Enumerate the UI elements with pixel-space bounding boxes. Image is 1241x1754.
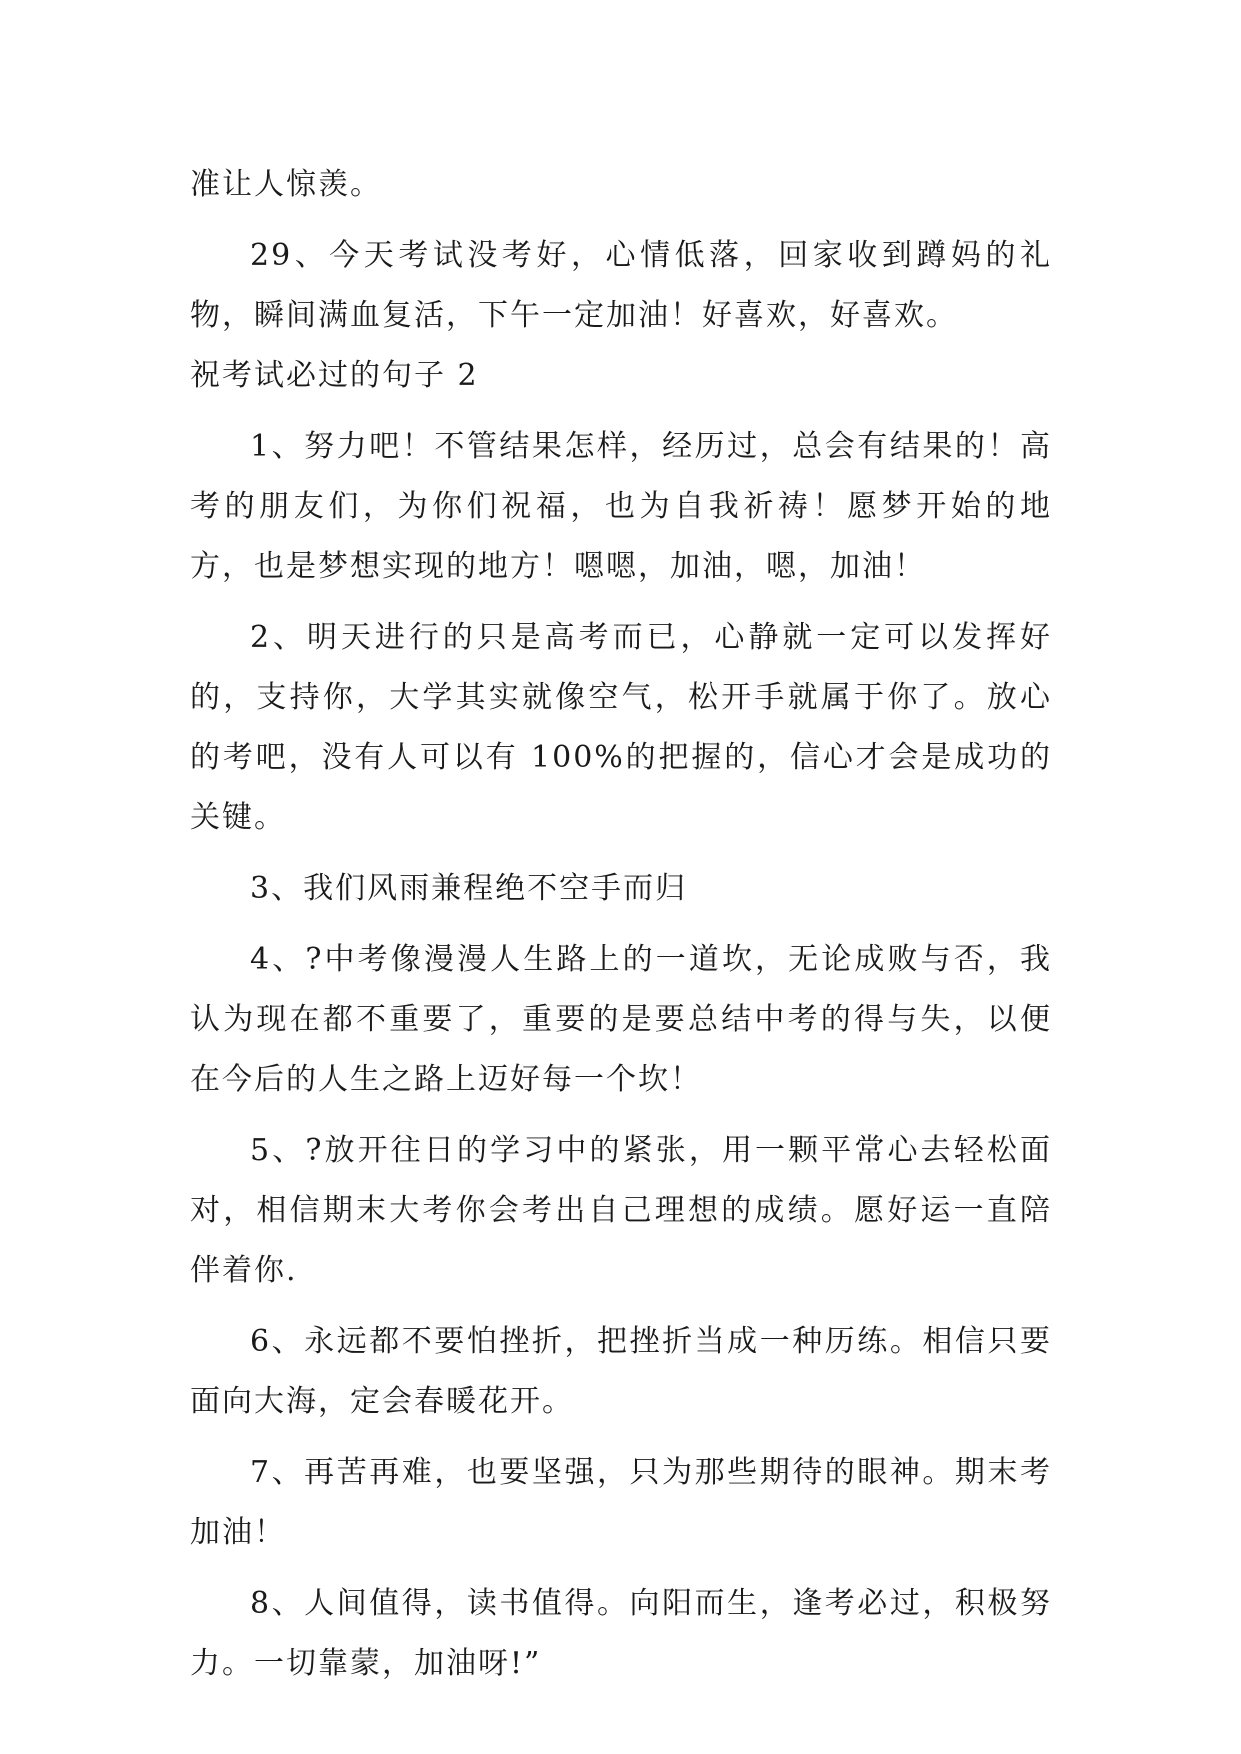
paragraph-29: 29、今天考试没考好，心情低落，回家收到蹲妈的礼物，瞬间满血复活，下午一定加油！好喜欢，好喜欢。: [190, 238, 1052, 333]
paragraph-3: 3、我们风雨兼程绝不空手而归: [250, 871, 688, 906]
paragraph-4: 4、?中考像漫漫人生路上的一道坎，无论成败与否，我认为现在都不重要了，重要的是要总结中考的得与失，以便在今后的人生之路上迈好每一个坎！: [190, 942, 1052, 1097]
paragraph-8: 8、人间值得，读书值得。向阳而生，逢考必过，积极努力。一切靠蒙，加油呀!”: [190, 1586, 1052, 1681]
section-heading: 祝考试必过的句子 2: [190, 358, 479, 393]
document-body: [190, 155, 1052, 1694]
paragraph-5: 5、?放开往日的学习中的紧张，用一颗平常心去轻松面对，相信期末大考你会考出自己理想的成绩。愿好运一直陪伴着你.: [190, 1133, 1052, 1288]
paragraph-2: 2、明天进行的只是高考而已，心静就一定可以发挥好的，支持你，大学其实就像空气，松开手就属于你了。放心的考吧，没有人可以有 100%的把握的，信心才会是成功的关键。: [190, 620, 1052, 835]
paragraph-6: 6、永远都不要怕挫折，把挫折当成一种历练。相信只要面向大海，定会春暖花开。: [190, 1324, 1052, 1419]
paragraph-7: 7、再苦再难，也要坚强，只为那些期待的眼神。期末考加油！: [190, 1455, 1052, 1550]
paragraph-continuation: 准让人惊羡。: [190, 167, 382, 202]
paragraph-1: 1、努力吧！不管结果怎样，经历过，总会有结果的！高考的朋友们，为你们祝福，也为自我祈祷！愿梦开始的地方，也是梦想实现的地方！嗯嗯，加油，嗯，加油！: [190, 429, 1052, 584]
